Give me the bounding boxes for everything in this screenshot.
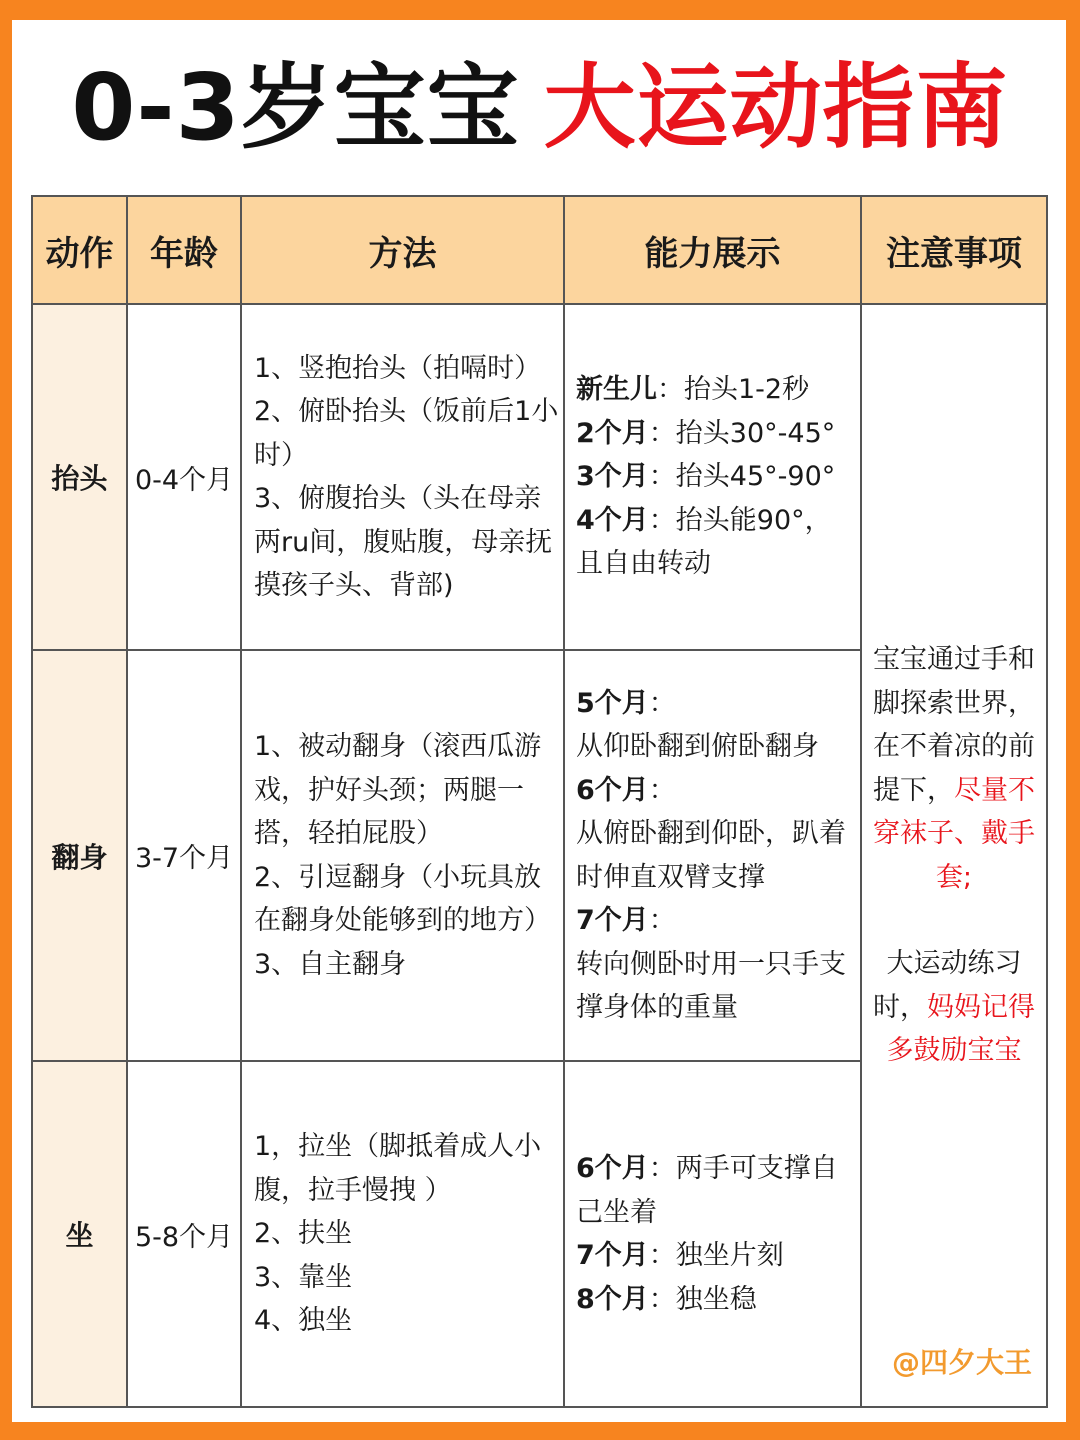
ability-detail: 从仰卧翻到俯卧翻身 (576, 731, 819, 762)
ability-text: ： (648, 905, 676, 936)
ability-item (576, 368, 856, 412)
ability-text: ：独坐片刻 (648, 1240, 784, 1271)
method-step: 4、独坐 (254, 1305, 353, 1337)
ability-label: 5个月 (576, 687, 649, 719)
ability-item (576, 412, 856, 456)
method-step: 1、被动翻身（滚西瓜游戏，护好头颈；两腿一搭，轻拍屁股） (254, 731, 542, 849)
method-step: 1，拉坐（脚抵着成人小腹，拉手慢拽 ） (254, 1131, 542, 1206)
ability-text: ：抬头45°-90° (648, 461, 836, 493)
method-cell (241, 1061, 564, 1407)
notes-text: 大运动练习时， (873, 948, 1022, 1023)
ability-label: 7个月 (576, 905, 649, 936)
method-step: 2、俯卧抬头（饭前后1小时） (254, 396, 559, 471)
ability-label: 6个月 (576, 1153, 649, 1184)
ability-text: ：抬头30°-45° (648, 417, 836, 449)
action-cell: 坐 (32, 1061, 127, 1407)
method-step: 3、自主翻身 (254, 948, 407, 980)
ability-text: ： (648, 687, 676, 719)
age-cell: 0-4个月 (127, 304, 241, 650)
notes-paragraph-2 (868, 942, 1040, 1073)
ability-detail: 转向侧卧时用一只手支撑身体的重量 (576, 948, 846, 1023)
title-part-black: 0-3岁宝宝 (71, 54, 520, 161)
ability-cell (564, 304, 861, 650)
page-title (0, 54, 1080, 161)
ability-text: ：抬头1-2秒 (657, 374, 810, 406)
age-cell: 5-8个月 (127, 1061, 241, 1407)
notes-text: 宝宝通过手和脚探索世界，在不着凉的前提下， (873, 644, 1035, 806)
method-step: 3、俯腹抬头（头在母亲两ru间，腹贴腹，母亲抚摸孩子头、背部) (254, 483, 553, 601)
header-ability: 能力展示 (564, 196, 861, 304)
ability-label: 新生儿 (576, 374, 657, 406)
ability-detail: 从俯卧翻到仰卧，趴着时伸直双臂支撑 (576, 818, 846, 893)
header-age: 年龄 (127, 196, 241, 304)
ability-text: ：两手可支撑自己坐着 (576, 1153, 838, 1228)
method-cell (241, 650, 564, 1061)
notes-cell (861, 304, 1047, 1407)
method-step: 2、引逗翻身（小玩具放在翻身处能够到的地方） (254, 861, 551, 936)
ability-cell (564, 1061, 861, 1407)
ability-text: ：独坐稳 (648, 1283, 757, 1315)
notes-paragraph-1 (868, 638, 1040, 899)
ability-label: 3个月 (576, 461, 649, 493)
method-cell (241, 304, 564, 650)
header-action: 动作 (32, 196, 127, 304)
header-method: 方法 (241, 196, 564, 304)
title-part-red: 大运动指南 (543, 54, 1009, 161)
ability-label: 4个月 (576, 504, 649, 536)
notes-spacer (868, 899, 1040, 942)
action-cell: 抬头 (32, 304, 127, 650)
ability-item (576, 899, 856, 943)
ability-text: ： (648, 774, 676, 806)
ability-text: ：抬头能90°，且自由转动 (576, 504, 832, 580)
ability-label: 2个月 (576, 417, 649, 449)
ability-item (576, 682, 856, 726)
ability-label: 7个月 (576, 1240, 649, 1271)
ability-cell (564, 650, 861, 1061)
age-cell: 3-7个月 (127, 650, 241, 1061)
author-watermark: @四夕大王 (891, 1345, 1032, 1379)
ability-item (576, 1234, 856, 1278)
notes-highlight: 妈妈记得多鼓励宝宝 (886, 991, 1035, 1067)
ability-item (576, 455, 856, 499)
ability-label: 8个月 (576, 1283, 649, 1315)
notes-highlight: 尽量不穿袜子、戴手套; (873, 774, 1035, 893)
table-row (32, 304, 1047, 650)
method-step: 2、扶坐 (254, 1218, 353, 1250)
header-row (32, 196, 1047, 304)
action-cell: 翻身 (32, 650, 127, 1061)
ability-item (576, 1278, 856, 1322)
motor-guide-table (31, 195, 1048, 1408)
method-step: 3、靠坐 (254, 1261, 353, 1293)
method-step: 1、竖抱抬头（拍嗝时） (254, 352, 542, 384)
header-notes: 注意事项 (861, 196, 1047, 304)
ability-item (576, 1147, 856, 1234)
ability-label: 6个月 (576, 774, 649, 806)
ability-item (576, 769, 856, 813)
ability-item (576, 499, 856, 586)
